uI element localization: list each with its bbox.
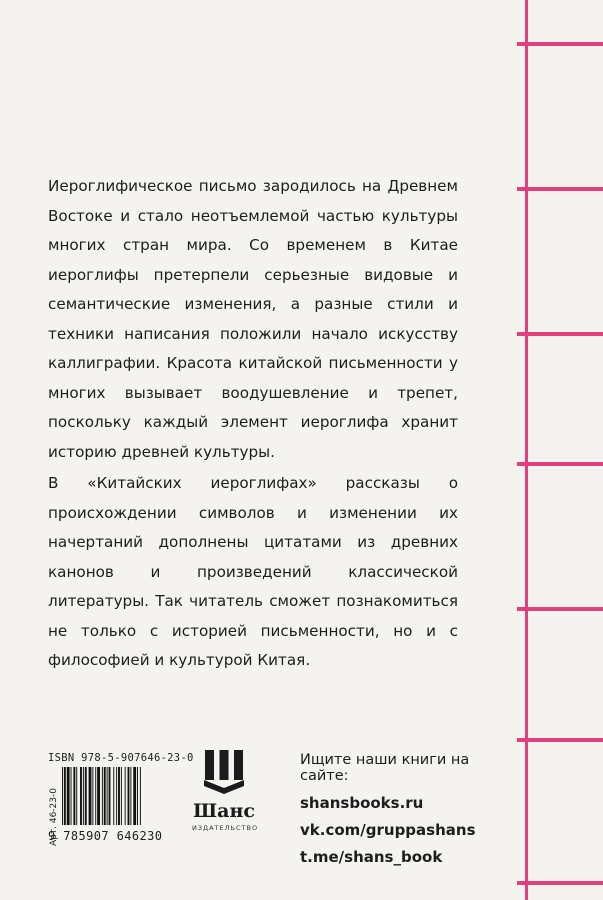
barcode-bar xyxy=(89,767,92,825)
binding-line xyxy=(525,0,528,900)
barcode-bar xyxy=(125,767,126,825)
barcode-bar xyxy=(137,767,138,825)
book-logo-icon xyxy=(192,748,256,794)
barcode-bar xyxy=(71,767,72,825)
blurb-paragraph-1: Иероглифическое письмо зародилось на Древнем Востоке и стало неотъемлемой частью культуры многих стран мира. Со временем в Китае иероглифы претерпели серьезные видовые и семантические изменения, а разные стили и техники написания положили начало искусству каллиграфии. Красота китайской письменности у многих вызывает воодушевление и трепет, поскольку каждый элемент иероглифа хранит историю древней культуры. xyxy=(48,177,458,461)
article-number: Арт. 46-23-0 xyxy=(49,788,59,846)
barcode-icon xyxy=(60,767,180,827)
barcode-bar xyxy=(62,767,63,825)
barcode-bar xyxy=(83,767,84,825)
links-heading: Ищите наши книги на сайте: xyxy=(300,752,470,784)
binding-stitch xyxy=(517,187,603,191)
barcode-bar xyxy=(121,767,122,825)
publisher-subtitle: ИЗДАТЕЛЬСТВО xyxy=(192,824,259,832)
barcode-bar xyxy=(104,767,106,825)
barcode-bar xyxy=(80,767,82,825)
blurb-paragraph-2: В «Китайских иероглифах» рассказы о происхождении символов и изменении их начертаний дополнены цитатами из древних канонов и произведений классической литературы. Так читатель сможет познакомиться не только с историей письменности, но и с философией и культурой Китая. xyxy=(48,474,458,669)
barcode-bar xyxy=(102,767,103,825)
barcode-digits: 9 785907 646230 xyxy=(48,829,163,843)
barcode-bar xyxy=(109,767,111,825)
telegram-link[interactable]: t.me/shans_book xyxy=(300,848,443,866)
barcode-bar xyxy=(85,767,87,825)
barcode-bar xyxy=(92,767,93,825)
barcode-bar xyxy=(133,767,136,825)
binding-stitch xyxy=(517,42,603,46)
binding-stitch xyxy=(517,607,603,611)
barcode-bar xyxy=(130,767,131,825)
barcode xyxy=(60,767,180,827)
barcode-bar xyxy=(64,767,66,825)
vk-link[interactable]: vk.com/gruppashans xyxy=(300,821,476,839)
publisher-name: Шанс xyxy=(193,800,255,822)
book-blurb xyxy=(48,172,458,676)
site-link[interactable]: shansbooks.ru xyxy=(300,794,424,812)
barcode-bar xyxy=(76,767,77,825)
barcode-bar xyxy=(73,767,75,825)
binding-stitch xyxy=(517,881,603,885)
publisher-logo xyxy=(192,748,259,848)
publisher-links xyxy=(300,752,515,875)
barcode-bar xyxy=(107,767,108,825)
binding-stitch xyxy=(517,332,603,336)
binding-stitch xyxy=(517,738,603,742)
barcode-bar xyxy=(95,767,96,825)
barcode-bar xyxy=(140,767,141,825)
barcode-bar xyxy=(118,767,120,825)
isbn-label: ISBN 978-5-907646-23-0 xyxy=(48,752,194,764)
barcode-bar xyxy=(67,767,70,825)
barcode-bar xyxy=(128,767,130,825)
barcode-bar xyxy=(113,767,114,825)
binding-stitch xyxy=(517,462,603,466)
barcode-bar xyxy=(116,767,117,825)
barcode-bar xyxy=(97,767,100,825)
